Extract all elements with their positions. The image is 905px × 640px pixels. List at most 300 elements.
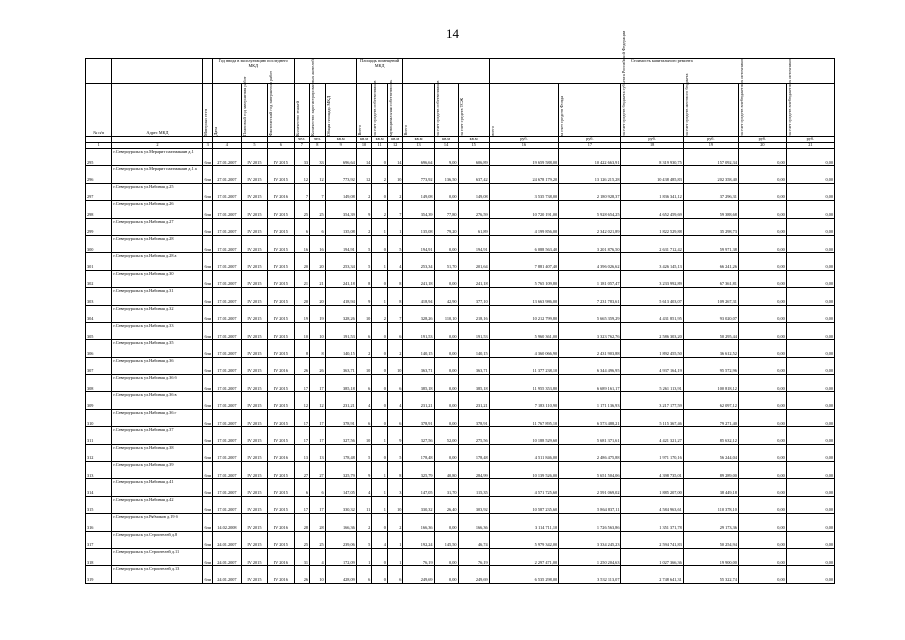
unit-cell: руб. [786, 137, 834, 143]
units-owner-cell: 1 [372, 427, 388, 444]
units-total-cell: 14 [356, 149, 372, 166]
cost-local-cell: 85 632,12 [683, 427, 738, 444]
cost-region-cell: 3 426 145,13 [621, 253, 683, 270]
total-area-cell: 147,05 [325, 479, 356, 496]
units-total-cell: 6 [356, 375, 372, 392]
units-municipal-cell: 4 [387, 392, 403, 409]
units-municipal-cell: 4 [387, 253, 403, 270]
column-number: 3 [203, 143, 213, 149]
cost-other-cell: 0,00 [738, 288, 786, 305]
column-number: 10 [356, 143, 372, 149]
cost-extra-cell: 0,00 [786, 340, 834, 357]
wall-material-cell: бли [203, 427, 213, 444]
residents-cell: 20 [310, 253, 326, 270]
area-tsg-cell: 606,89 [458, 149, 489, 166]
cost-local-cell: 50 295,44 [683, 322, 738, 339]
table-row [86, 392, 835, 409]
area-total-cell: 231,21 [403, 392, 434, 409]
unit-cell: кв.м [387, 137, 403, 143]
unit-cell: руб. [738, 137, 786, 143]
address-cell: г.Североуральск ул.Набиная д.26 [112, 201, 203, 218]
column-label: за счет средств собственников [372, 84, 388, 137]
area-owner-cell: 0,00 [434, 340, 458, 357]
cost-fund-cell: 3 532 113,07 [559, 566, 621, 583]
cost-total-cell: 7 183 110,90 [489, 392, 559, 409]
floors-cell: 19 [294, 305, 310, 322]
wall-material-cell: бли [203, 496, 213, 513]
column-number: 15 [458, 143, 489, 149]
area-tsg-cell: 46,74 [458, 531, 489, 548]
residents-cell: 21 [310, 270, 326, 287]
floors-cell: 13 [294, 444, 310, 461]
cost-extra-cell: 0,00 [786, 270, 834, 287]
units-total-cell: 4 [356, 392, 372, 409]
cost-other-cell: 0,00 [738, 566, 786, 583]
fact-year-cell: IV 2015 [268, 305, 294, 322]
column-number: 17 [559, 143, 621, 149]
header-area-group: Площадь помещений МКД [356, 59, 403, 84]
unit-cell: кв.м [434, 137, 458, 143]
total-area-cell: 696,64 [325, 149, 356, 166]
floors-cell: 21 [294, 270, 310, 287]
plan-year-cell: IV 2015 [241, 270, 267, 287]
cost-region-cell: 4 431 851,95 [621, 305, 683, 322]
residents-cell: 6 [310, 479, 326, 496]
units-total-cell: 5 [356, 253, 372, 270]
row-number: 302 [86, 270, 112, 287]
units-owner-cell: 0 [372, 444, 388, 461]
row-number: 311 [86, 427, 112, 444]
cost-total-cell: 10 720 191,00 [489, 201, 559, 218]
cost-region-cell: 1 885 207,00 [621, 479, 683, 496]
units-municipal-cell: 6 [387, 566, 403, 583]
date-cell: 17.01.2007 [213, 305, 242, 322]
cost-other-cell: 0,00 [738, 479, 786, 496]
page-number: 14 [446, 26, 459, 41]
units-owner-cell: 0 [372, 409, 388, 426]
wall-material-cell: бли [203, 531, 213, 548]
area-owner-cell: 0,00 [434, 514, 458, 531]
plan-year-cell: IV 2015 [241, 340, 267, 357]
cost-extra-cell: 0,00 [786, 462, 834, 479]
total-area-cell: 194,91 [325, 235, 356, 252]
row-number: 307 [86, 357, 112, 374]
area-total-cell: 194,91 [403, 235, 434, 252]
table-row [86, 235, 835, 252]
table-row [86, 253, 835, 270]
table-row [86, 166, 835, 183]
units-total-cell: 11 [356, 496, 372, 513]
units-municipal-cell: 6 [387, 375, 403, 392]
row-number: 310 [86, 409, 112, 426]
table-row [86, 566, 835, 583]
units-owner-cell: 0 [372, 514, 388, 531]
area-owner-cell: 0,00 [434, 548, 458, 565]
address-cell: г.Североуральск ул.Набиная д.36 в [112, 392, 203, 409]
cost-local-cell: 100 818,12 [683, 375, 738, 392]
area-owner-cell: 0,00 [434, 375, 458, 392]
cost-extra-cell: 0,00 [786, 288, 834, 305]
cost-extra-cell: 0,00 [786, 166, 834, 183]
address-cell: г.Североуральск ул.Набиная д.37 [112, 427, 203, 444]
cost-local-cell: 50 254,94 [683, 531, 738, 548]
wall-material-cell: бли [203, 548, 213, 565]
units-total-cell: 5 [356, 531, 372, 548]
units-owner-cell: 2 [372, 305, 388, 322]
units-municipal-cell: 1 [387, 218, 403, 235]
column-label: Адрес МКД [112, 84, 203, 137]
area-total-cell: 166,36 [403, 514, 434, 531]
floors-cell: 28 [294, 514, 310, 531]
area-owner-cell: 9,00 [434, 149, 458, 166]
wall-material-cell: бли [203, 270, 213, 287]
cost-fund-cell: 1 726 563,86 [559, 514, 621, 531]
units-municipal-cell: 10 [387, 496, 403, 513]
area-owner-cell: 136,50 [434, 166, 458, 183]
address-cell: г.Североуральск ул.Набиная д.42 [112, 496, 203, 513]
floors-cell: 10 [294, 322, 310, 339]
cost-region-cell: 1 892 455,50 [621, 340, 683, 357]
total-area-cell: 773,92 [325, 166, 356, 183]
cost-extra-cell: 0,00 [786, 444, 834, 461]
cost-other-cell: 0,00 [738, 340, 786, 357]
area-tsg-cell: 276,59 [458, 201, 489, 218]
units-total-cell: 5 [356, 444, 372, 461]
column-label: Всего [403, 84, 434, 137]
unit-cell: чел. [310, 137, 326, 143]
table-row [86, 514, 835, 531]
address-cell: г.Североуральск ул.Набиная д.36 б [112, 375, 203, 392]
cost-extra-cell: 0,00 [786, 548, 834, 565]
units-total-cell: 9 [356, 462, 372, 479]
cost-region-cell: 4 584 963,61 [621, 496, 683, 513]
cost-total-cell: 3 535 738,00 [489, 183, 559, 200]
cost-local-cell: 110 378,10 [683, 496, 738, 513]
wall-material-cell: бли [203, 305, 213, 322]
cost-region-cell: 1 971 170,16 [621, 444, 683, 461]
cost-extra-cell: 0,00 [786, 496, 834, 513]
cost-region-cell: 2 586 303,20 [621, 322, 683, 339]
area-total-cell: 385,18 [403, 375, 434, 392]
total-area-cell: 330,32 [325, 496, 356, 513]
residents-cell: 12 [310, 392, 326, 409]
units-owner-cell: 0 [372, 322, 388, 339]
units-owner-cell: 1 [372, 462, 388, 479]
cost-other-cell: 0,00 [738, 235, 786, 252]
row-number: 299 [86, 218, 112, 235]
column-label: за счет средств бюджета субъекта Российской Федерации [621, 84, 683, 137]
area-tsg-cell: 194,91 [458, 235, 489, 252]
column-number: 2 [112, 143, 203, 149]
cost-extra-cell: 0,00 [786, 322, 834, 339]
cost-extra-cell: 0,00 [786, 409, 834, 426]
row-number: 304 [86, 305, 112, 322]
units-total-cell: 2 [356, 340, 372, 357]
residents-cell: 33 [310, 149, 326, 166]
fact-year-cell: IV 2015 [268, 201, 294, 218]
cost-other-cell: 0,00 [738, 531, 786, 548]
area-tsg-cell: 149,08 [458, 183, 489, 200]
cost-other-cell: 0,00 [738, 253, 786, 270]
floors-cell: 17 [294, 496, 310, 513]
floors-cell: 17 [294, 409, 310, 426]
cost-fund-cell: 6 573 488,21 [559, 409, 621, 426]
units-total-cell: 10 [356, 357, 372, 374]
area-tsg-cell: 231,21 [458, 392, 489, 409]
cost-extra-cell: 0,00 [786, 392, 834, 409]
total-area-cell: 178,48 [325, 444, 356, 461]
total-area-cell: 378,91 [325, 409, 356, 426]
cost-fund-cell: 6 344 496,95 [559, 357, 621, 374]
column-number: 8 [310, 143, 326, 149]
cost-total-cell: 10 188 529,60 [489, 427, 559, 444]
residents-cell: 17 [310, 375, 326, 392]
fact-year-cell: IV 2015 [268, 218, 294, 235]
cost-total-cell: 6 535 298,00 [489, 566, 559, 583]
cost-other-cell: 0,00 [738, 149, 786, 166]
cost-other-cell: 0,00 [738, 218, 786, 235]
cost-extra-cell: 0,00 [786, 427, 834, 444]
residents-cell: 13 [310, 444, 326, 461]
area-owner-cell: 0,00 [434, 183, 458, 200]
cost-extra-cell: 0,00 [786, 375, 834, 392]
area-owner-cell: 31,70 [434, 479, 458, 496]
fact-year-cell: IV 2015 [268, 479, 294, 496]
units-municipal-cell: 1 [387, 548, 403, 565]
cost-extra-cell: 0,00 [786, 479, 834, 496]
floors-cell: 17 [294, 427, 310, 444]
cost-region-cell: 5 613 403,07 [621, 288, 683, 305]
floors-cell: 20 [294, 288, 310, 305]
column-label: Материал стен [203, 84, 213, 137]
units-total-cell: 5 [356, 235, 372, 252]
address-cell: г.Североуральск ул.Набиная д.41 [112, 479, 203, 496]
floors-cell: 31 [294, 548, 310, 565]
total-area-cell: 385,18 [325, 375, 356, 392]
date-cell: 17.01.2007 [213, 183, 242, 200]
column-label: за счет средств внебюджетных источников [786, 84, 834, 137]
total-area-cell: 241,18 [325, 270, 356, 287]
date-cell: 17.01.2007 [213, 235, 242, 252]
wall-material-cell: бли [203, 288, 213, 305]
units-owner-cell: 1 [372, 288, 388, 305]
cost-other-cell: 0,00 [738, 166, 786, 183]
floors-cell: 20 [294, 253, 310, 270]
area-tsg-cell: 241,18 [458, 270, 489, 287]
column-number: 19 [683, 143, 738, 149]
address-cell: г.Североуральск ул.Набиная д.31 [112, 288, 203, 305]
plan-year-cell: IV 2015 [241, 166, 267, 183]
column-number: 9 [325, 143, 356, 149]
cost-other-cell: 0,00 [738, 270, 786, 287]
cost-other-cell: 0,00 [738, 444, 786, 461]
fact-year-cell: IV 2016 [268, 357, 294, 374]
cost-region-cell: 3 233 992,89 [621, 270, 683, 287]
area-owner-cell: 40,80 [434, 462, 458, 479]
area-total-cell: 147,05 [403, 479, 434, 496]
units-total-cell: 6 [356, 409, 372, 426]
area-tsg-cell: 61,89 [458, 218, 489, 235]
unit-cell: кв.м [403, 137, 434, 143]
area-total-cell: 327,56 [403, 427, 434, 444]
address-cell: г.Североуральск ул.Мерарит пахтмакаян д.1 а [112, 166, 203, 183]
fact-year-cell: IV 2015 [268, 392, 294, 409]
row-number: 317 [86, 531, 112, 548]
address-cell: г.Североуральск ул.Набиная д.27 [112, 218, 203, 235]
residents-cell: 27 [310, 462, 326, 479]
cost-extra-cell: 0,00 [786, 253, 834, 270]
cost-region-cell: 4 421 321,27 [621, 427, 683, 444]
cost-other-cell: 0,00 [738, 548, 786, 565]
area-total-cell: 241,18 [403, 270, 434, 287]
address-cell: г.Североуральск ул.Набиная д.36 [112, 357, 203, 374]
column-label: Количество зарегистрированных жителей [310, 84, 326, 137]
address-cell: г.Североуральск ул.Мерарит пахтмакаян д.1 [112, 149, 203, 166]
cost-total-cell: 5 960 361,00 [489, 322, 559, 339]
cost-region-cell: 1 351 371,78 [621, 514, 683, 531]
total-area-cell: 428,09 [325, 566, 356, 583]
units-owner-cell: 2 [372, 201, 388, 218]
units-owner-cell: 0 [372, 340, 388, 357]
row-number: 308 [86, 375, 112, 392]
total-area-cell: 135,08 [325, 218, 356, 235]
row-number: 298 [86, 201, 112, 218]
row-number: 316 [86, 514, 112, 531]
row-number: 318 [86, 548, 112, 565]
date-cell: 24.01.2007 [213, 548, 242, 565]
fact-year-cell: IV 2016 [268, 183, 294, 200]
cost-total-cell: 2 297 471,00 [489, 548, 559, 565]
date-cell: 24.01.2007 [213, 531, 242, 548]
fact-year-cell: IV 2015 [268, 322, 294, 339]
fact-year-cell: IV 2015 [268, 235, 294, 252]
units-municipal-cell: 14 [387, 149, 403, 166]
cost-region-cell: 4 652 459,69 [621, 201, 683, 218]
date-cell: 14.02.2008 [213, 514, 242, 531]
unit-cell: руб. [683, 137, 738, 143]
cost-other-cell: 0,00 [738, 322, 786, 339]
cost-region-cell: 1 027 366,36 [621, 548, 683, 565]
units-owner-cell: 0 [372, 149, 388, 166]
cost-total-cell: 3 114 711,10 [489, 514, 559, 531]
fact-year-cell: IV 2015 [268, 340, 294, 357]
cost-fund-cell: 5 864 837,11 [559, 496, 621, 513]
area-tsg-cell: 363,71 [458, 357, 489, 374]
fact-year-cell: IV 2015 [268, 375, 294, 392]
area-total-cell: 418,94 [403, 288, 434, 305]
cost-local-cell: 29 173,36 [683, 514, 738, 531]
table-row [86, 340, 835, 357]
cost-local-cell: 66 241,26 [683, 253, 738, 270]
plan-year-cell: IV 2015 [241, 462, 267, 479]
area-total-cell: 135,08 [403, 218, 434, 235]
cost-extra-cell: 0,00 [786, 235, 834, 252]
cost-region-cell: 2 594 741,83 [621, 531, 683, 548]
cost-other-cell: 0,00 [738, 183, 786, 200]
cost-local-cell: 56 244,04 [683, 444, 738, 461]
table-row [86, 288, 835, 305]
area-tsg-cell: 201,64 [458, 253, 489, 270]
address-cell: г.Североуральск ул.Набиная д.25 [112, 183, 203, 200]
residents-cell: 25 [310, 531, 326, 548]
area-owner-cell: 0,00 [434, 566, 458, 583]
row-number: 305 [86, 322, 112, 339]
units-municipal-cell: 10 [387, 357, 403, 374]
cost-fund-cell: 7 231 783,61 [559, 288, 621, 305]
plan-year-cell: IV 2015 [241, 444, 267, 461]
wall-material-cell: бли [203, 392, 213, 409]
plan-year-cell: IV 2015 [241, 253, 267, 270]
fact-year-cell: IV 2015 [268, 409, 294, 426]
units-owner-cell: 1 [372, 479, 388, 496]
area-owner-cell: 145,50 [434, 531, 458, 548]
cost-local-cell: 109 267,31 [683, 288, 738, 305]
area-total-cell: 363,71 [403, 357, 434, 374]
cost-other-cell: 0,00 [738, 514, 786, 531]
cost-total-cell: 4 360 066,90 [489, 340, 559, 357]
cost-total-cell: 4 199 856,00 [489, 218, 559, 235]
cost-fund-cell: 3 334 245,23 [559, 531, 621, 548]
column-label: за счет средств собственников [434, 84, 458, 137]
units-owner-cell: 0 [372, 375, 388, 392]
wall-material-cell: бли [203, 444, 213, 461]
column-label: всего [489, 84, 559, 137]
total-area-cell: 172,09 [325, 548, 356, 565]
units-owner-cell: 4 [372, 531, 388, 548]
residents-cell: 4 [310, 548, 326, 565]
cost-total-cell: 6 088 563,40 [489, 235, 559, 252]
area-total-cell: 178,48 [403, 444, 434, 461]
area-tsg-cell: 377,10 [458, 288, 489, 305]
fact-year-cell: IV 2015 [268, 253, 294, 270]
cost-other-cell: 0,00 [738, 392, 786, 409]
column-label: муниципальная собственность [387, 84, 403, 137]
area-tsg-cell: 249,69 [458, 566, 489, 583]
row-number: 312 [86, 444, 112, 461]
cost-other-cell: 0,00 [738, 462, 786, 479]
cost-other-cell: 0,00 [738, 375, 786, 392]
address-cell: г.Североуральск ул.Набиная д.39 [112, 462, 203, 479]
cost-total-cell: 7 881 407,40 [489, 253, 559, 270]
fact-year-cell: IV 2016 [268, 566, 294, 583]
row-number: 297 [86, 183, 112, 200]
plan-year-cell: IV 2015 [241, 427, 267, 444]
area-tsg-cell: 140,15 [458, 340, 489, 357]
area-owner-cell: 51,70 [434, 253, 458, 270]
units-total-cell: 9 [356, 201, 372, 218]
cost-local-cell: 37 296,31 [683, 183, 738, 200]
address-cell: г.Североуральск ул.Строителей д.13 [112, 566, 203, 583]
date-cell: 17.01.2007 [213, 340, 242, 357]
cost-region-cell: 2 631 712,42 [621, 235, 683, 252]
cost-other-cell: 0,00 [738, 201, 786, 218]
date-cell: 17.01.2007 [213, 462, 242, 479]
cost-region-cell: 1 822 529,88 [621, 218, 683, 235]
cost-local-cell: 59 388,68 [683, 201, 738, 218]
column-label: за счет средств местного бюджета [683, 84, 738, 137]
plan-year-cell: IV 2015 [241, 531, 267, 548]
wall-material-cell: бли [203, 340, 213, 357]
cost-other-cell: 0,00 [738, 305, 786, 322]
units-municipal-cell: 1 [387, 531, 403, 548]
table-row [86, 496, 835, 513]
column-number: 20 [738, 143, 786, 149]
floors-cell: 8 [294, 340, 310, 357]
residents-cell: 16 [310, 235, 326, 252]
cost-fund-cell: 5 681 371,61 [559, 427, 621, 444]
cost-total-cell: 11 377 238,10 [489, 357, 559, 374]
column-number: 7 [294, 143, 310, 149]
